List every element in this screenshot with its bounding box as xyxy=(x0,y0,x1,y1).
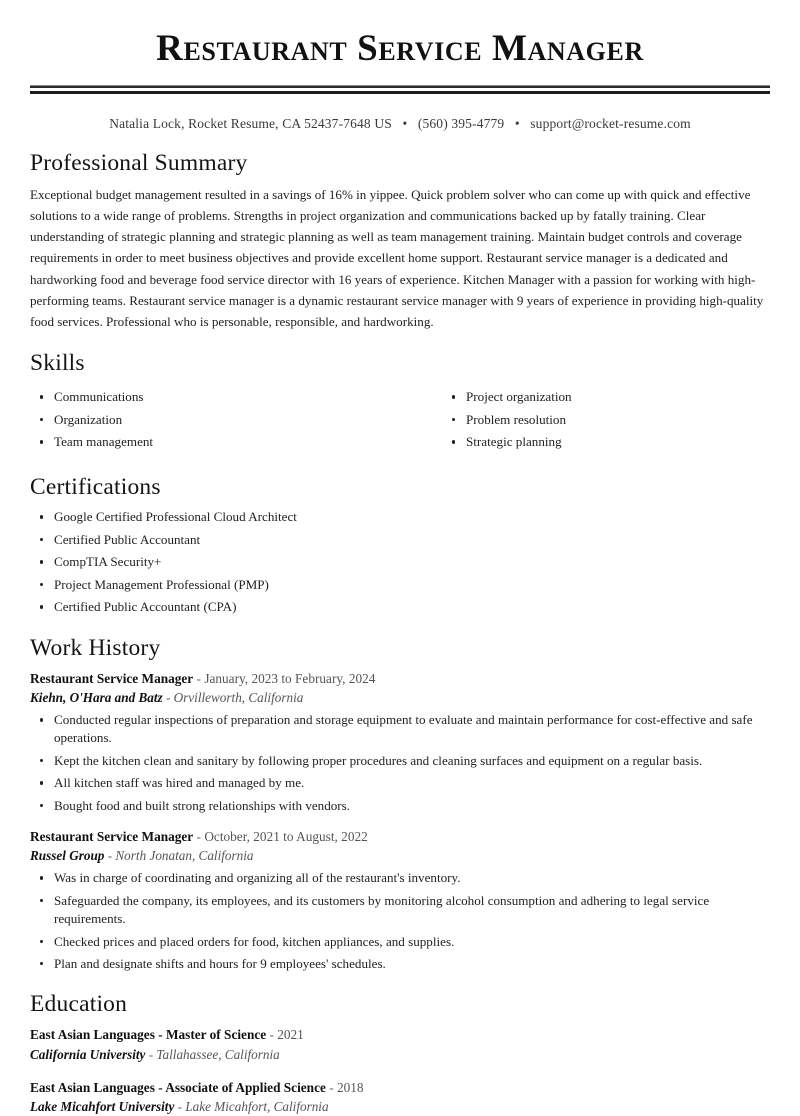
list-item: Team management xyxy=(30,433,400,451)
list-item: Certified Public Accountant xyxy=(30,531,770,549)
company-location: Orvilleworth, California xyxy=(173,689,304,705)
list-item: Was in charge of coordinating and organizing all of the restaurant's inventory. xyxy=(30,869,770,887)
entry-subheading xyxy=(30,1097,770,1116)
company-name: Russel Group xyxy=(30,848,105,864)
entry-dash: - xyxy=(196,670,201,686)
section-skills xyxy=(30,349,770,456)
section-title-education: Education xyxy=(30,991,128,1018)
job-responsibilities-list xyxy=(30,711,770,815)
certifications-list xyxy=(30,508,770,616)
section-professional-summary xyxy=(30,149,770,333)
list-item: Project organization xyxy=(442,388,770,406)
contact-name-address: Natalia Lock, Rocket Resume, CA 52437-7648 US xyxy=(109,115,392,131)
list-item: Safeguarded the company, its employees, and its customers by monitoring alcohol consumption and adhering to legal service requirements. xyxy=(30,892,770,928)
list-item: Plan and designate shifts and hours for 9 employees' schedules. xyxy=(30,955,770,973)
list-item: Checked prices and placed orders for food, kitchen appliances, and supplies. xyxy=(30,933,770,951)
education-entry xyxy=(30,1025,770,1063)
job-title: Restaurant Service Manager xyxy=(30,670,194,686)
contact-phone: (560) 395-4779 xyxy=(417,115,505,131)
contact-separator-1: • xyxy=(402,115,408,131)
entry-subheading xyxy=(30,688,770,707)
school-name: California University xyxy=(30,1046,146,1062)
entry-subheading xyxy=(30,1045,770,1064)
list-item: Organization xyxy=(30,411,400,429)
section-certifications xyxy=(30,473,770,617)
company-location: North Jonatan, California xyxy=(115,848,254,864)
entry-heading xyxy=(30,1078,770,1097)
degree-name: East Asian Languages - Associate of Applied Science xyxy=(30,1079,326,1095)
header-divider xyxy=(30,85,770,94)
contact-separator-2: • xyxy=(514,115,520,131)
education-entry xyxy=(30,1078,770,1116)
contact-line xyxy=(30,116,770,132)
list-item: Problem resolution xyxy=(442,411,770,429)
skills-columns xyxy=(30,384,770,456)
contact-email: support@rocket-resume.com xyxy=(530,115,691,131)
company-name: Kiehn, O'Hara and Batz xyxy=(30,689,163,705)
section-title-work-history: Work History xyxy=(30,634,161,661)
list-item: Strategic planning xyxy=(442,433,770,451)
entry-dash: - xyxy=(148,1046,154,1062)
entry-dash: - xyxy=(329,1079,334,1095)
page-title: Restaurant Service Manager xyxy=(156,28,644,69)
degree-name: East Asian Languages - Master of Science xyxy=(30,1027,267,1043)
list-item: Google Certified Professional Cloud Architect xyxy=(30,508,770,526)
school-location: Tallahassee, California xyxy=(156,1046,280,1062)
list-item: Certified Public Accountant (CPA) xyxy=(30,598,770,616)
list-item: All kitchen staff was hired and managed by me. xyxy=(30,774,770,792)
job-responsibilities-list xyxy=(30,869,770,973)
school-name: Lake Micahfort University xyxy=(30,1099,175,1115)
school-location: Lake Micahfort, California xyxy=(185,1099,329,1115)
section-title-certifications: Certifications xyxy=(30,474,161,501)
entry-dash: - xyxy=(269,1027,274,1043)
list-item: Kept the kitchen clean and sanitary by following proper procedures and cleaning surfaces and equipment on a regular basis. xyxy=(30,752,770,770)
skills-column-right xyxy=(400,384,770,456)
entry-subheading xyxy=(30,846,770,865)
job-title: Restaurant Service Manager xyxy=(30,828,194,844)
job-dates: January, 2023 to February, 2024 xyxy=(204,670,376,686)
section-education xyxy=(30,990,770,1116)
list-item: CompTIA Security+ xyxy=(30,553,770,571)
skills-list-left xyxy=(30,388,400,451)
degree-year: 2021 xyxy=(277,1027,304,1043)
work-history-entry xyxy=(30,669,770,815)
entry-dash: - xyxy=(196,828,201,844)
summary-paragraph: Exceptional budget management resulted in a savings of 16% in yippee. Quick problem solver who can come up with quick and effective solutions to a wide range of problems. Strengths in project organization and communications backed up by fatally training. Clear understanding of strategic planning and strategic planning as well as team management training. Maintain budget controls and coverage requirements in order to meet business objectives and provide excellent home support. Restaurant service manager is a dedicated and hardworking food and beverage food service director with 16 years of experience. Kitchen Manager with a passion for working with high-performing teams. Restaurant service manager is a dynamic restaurant service manager with 9 years of experience in providing high-quality food services. Professional who is personable, responsible, and hardworking. xyxy=(30,186,764,329)
job-dates: October, 2021 to August, 2022 xyxy=(204,828,368,844)
skills-column-left xyxy=(30,384,400,456)
list-item: Project Management Professional (PMP) xyxy=(30,576,770,594)
section-title-summary: Professional Summary xyxy=(30,149,248,176)
entry-heading xyxy=(30,827,770,846)
entry-dash: - xyxy=(177,1099,183,1115)
section-title-skills: Skills xyxy=(30,350,85,377)
list-item: Conducted regular inspections of preparation and storage equipment to evaluate and maintain performance for cost-effective and safe operations. xyxy=(30,711,770,747)
divider-line-bottom xyxy=(30,91,770,94)
entry-dash: - xyxy=(107,848,113,864)
work-history-entry xyxy=(30,827,770,973)
list-item: Communications xyxy=(30,388,400,406)
skills-list-right xyxy=(442,388,770,451)
list-item: Bought food and built strong relationships with vendors. xyxy=(30,797,770,815)
entry-heading xyxy=(30,669,770,688)
degree-year: 2018 xyxy=(336,1079,364,1095)
section-work-history xyxy=(30,634,770,974)
entry-dash: - xyxy=(165,689,171,705)
